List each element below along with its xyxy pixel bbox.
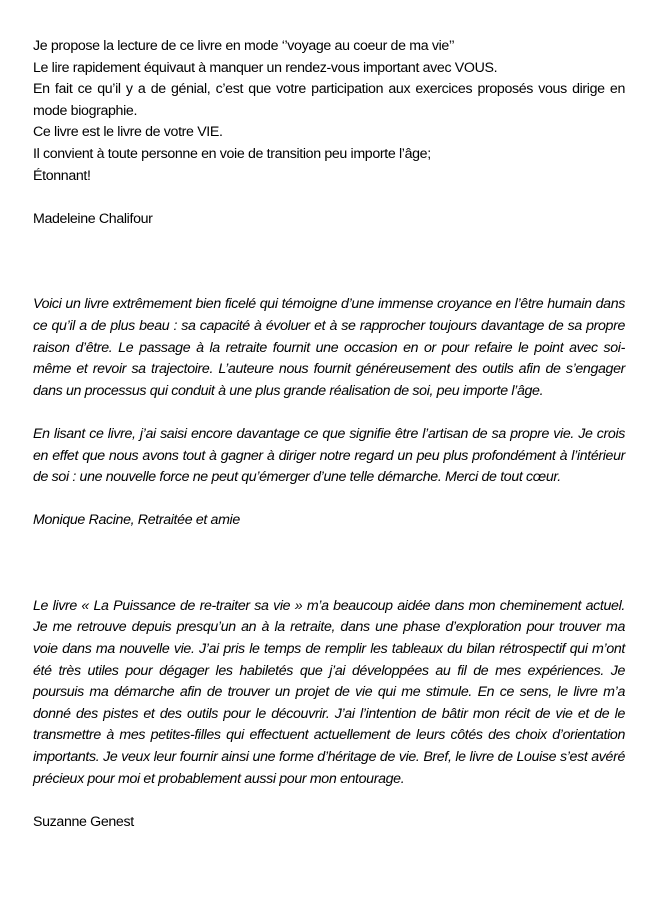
spacer — [33, 489, 625, 511]
spacer — [33, 187, 625, 209]
signature: Madeleine Chalifour — [33, 210, 153, 227]
text-paragraph: Le livre « La Puissance de re-traiter sa vie » m’a beaucoup aidée dans mon cheminement actuel. Je me retrouve depuis presqu’un an à la retraite, dans une phase d’exploration pour trouver ma voie dans ma nouvelle vie. J’ai pris le temps de remplir les tableaux du bilan rétrospectif qui m’ont été très utiles pour dégager les habiletés que j’ai développées au fil de mes expériences. Je poursuis ma démarche afin de trouver un projet de vie qui me stimule. En ce sens, le livre m’a donné des pistes et des outils pour le découvrir. J’ai l’intention de bâtir mon récit de vie et de le transmettre à mes petites-filles qui effectuent actuellement de leurs côtés des choix d’orientation importants. Je veux leur fournir ainsi une forme d’héritage de vie. Bref, le livre de Louise s’est avéré précieux pour moi et probablement aussi pour mon entourage. — [33, 597, 625, 787]
testimonial-suzanne-genest — [33, 596, 625, 834]
text-paragraph: En fait ce qu’il y a de génial, c’est que votre participation aux exercices proposés vous dirige en mode biographie. — [33, 81, 625, 119]
spacer — [33, 402, 625, 424]
signature: Suzanne Genest — [33, 813, 134, 830]
spacer — [33, 230, 625, 294]
text-paragraph: En lisant ce livre, j’ai saisi encore davantage ce que signifie être l’artisan de sa propre vie. Je crois en effet que nous avons tout à gagner à diriger notre regard un peu plus profondément à l’intérieur de soi : une nouvelle force ne peut qu’émerger d’une telle démarche. Merci de tout cœur. — [33, 425, 625, 486]
testimonial-monique-racine — [33, 294, 625, 532]
spacer — [33, 532, 625, 596]
text-line: Le lire rapidement équivaut à manquer un rendez-vous important avec VOUS. — [33, 59, 498, 76]
text-line: Étonnant! — [33, 167, 91, 184]
signature: Monique Racine, Retraitée et amie — [33, 512, 240, 529]
text-line: Je propose la lecture de ce livre en mode ‘’voyage au coeur de ma vie’’ — [33, 38, 455, 54]
testimonial-madeleine-chalifour — [33, 36, 625, 230]
text-paragraph: Voici un livre extrêmement bien ficelé qui témoigne d’une immense croyance en l’être humain dans ce qu’il a de plus beau : sa capacité à évoluer et à se rapprocher toujours davantage de sa propre raison d’être. Le passage à la retraite fournit une occasion en or pour refaire le point avec soi-même et revoir sa trajectoire. L’auteure nous fournit généreusement des outils afin de s’engager dans un processus qui conduit à une plus grande réalisation de soi, peu importe l’âge. — [33, 296, 625, 399]
text-line: Ce livre est le livre de votre VIE. — [33, 124, 223, 141]
document-page — [33, 36, 625, 833]
spacer — [33, 790, 625, 812]
text-line: Il convient à toute personne en voie de transition peu importe l’âge; — [33, 145, 431, 162]
